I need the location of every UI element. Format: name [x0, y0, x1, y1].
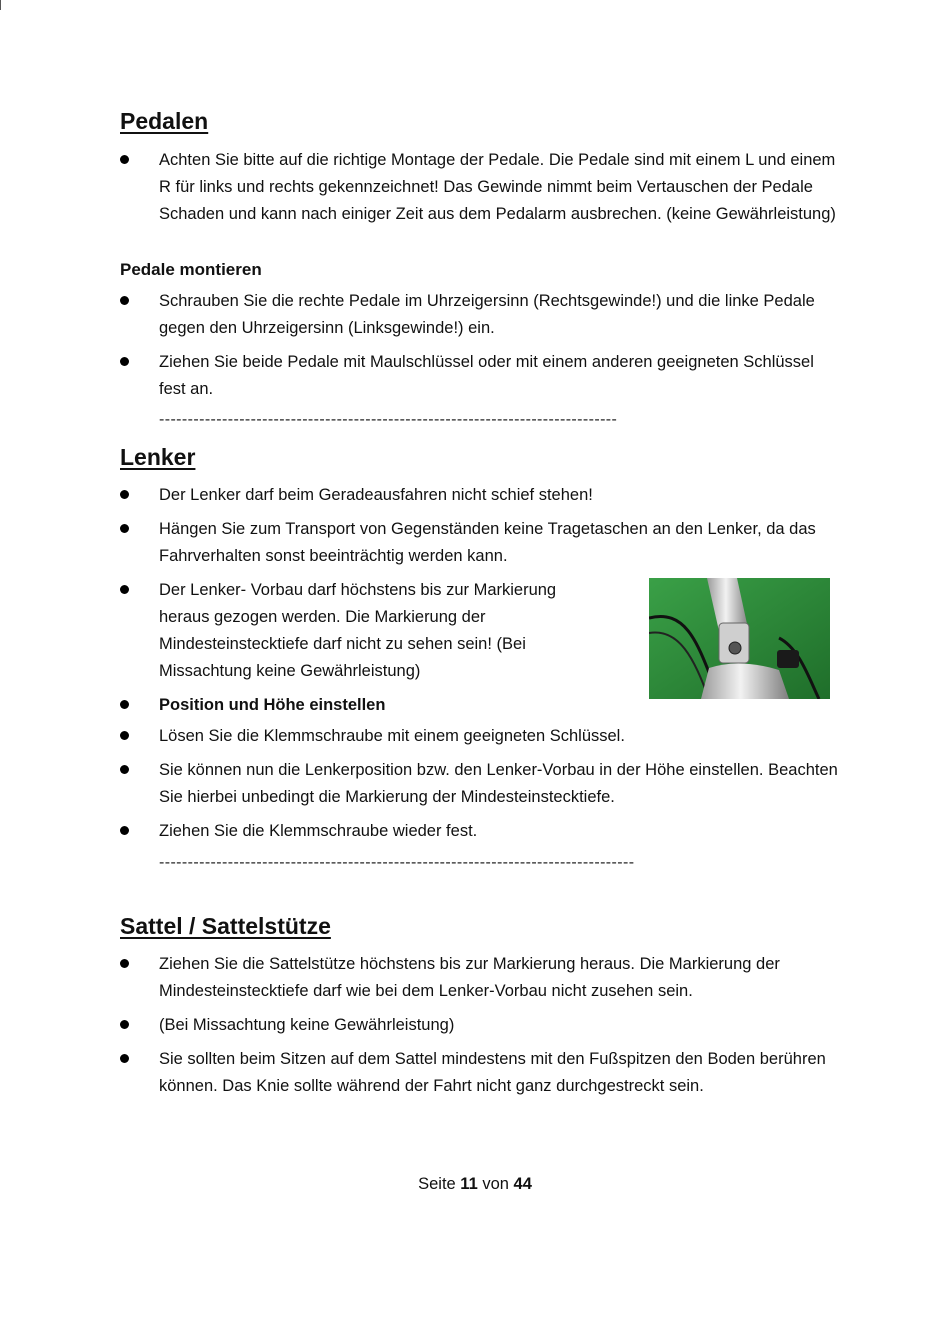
corner-mark: [0, 0, 1, 10]
bullet-icon: [120, 357, 129, 366]
list-item: [120, 288, 840, 342]
list-item: [120, 757, 840, 811]
bullet-icon: [120, 1054, 129, 1063]
bullet-icon: [120, 524, 129, 533]
list-item-text: Position und Höhe einstellen: [159, 696, 386, 714]
list-item-text: Der Lenker- Vorbau darf höchstens bis zur Markierung heraus gezogen werden. Die Markierung der Mindesteinstecktiefe darf nicht zu sehen sein! (Bei Missachtung keine Gewährleistung): [159, 581, 557, 680]
list-item: [120, 147, 840, 228]
list-item-text: Ziehen Sie die Sattelstütze höchstens bis zur Markierung heraus. Die Markierung der Mindesteinstecktiefe darf wie bei dem Lenker-Vorbau nicht zusehen sein.: [159, 955, 780, 1000]
bullet-icon: [120, 490, 129, 499]
bullet-icon: [120, 296, 129, 305]
page-footer: [0, 1172, 950, 1196]
list-item: [120, 723, 840, 750]
footer-middle: von: [477, 1175, 514, 1193]
bullet-icon: [120, 826, 129, 835]
bullet-icon: [120, 731, 129, 740]
list-item: [120, 1046, 840, 1100]
list-item: [120, 516, 840, 570]
bullet-icon: [120, 155, 129, 164]
list-item-text: Achten Sie bitte auf die richtige Montage der Pedale. Die Pedale sind mit einem L und einem R für links und rechts gekennzeichnet! Das Gewinde nimmt beim Vertauschen der Pedale Schaden und kann nach einiger Zeit aus dem Pedalarm ausbrechen. (keine Gewährleistung): [159, 151, 836, 223]
separator-line: --------------------------------------------------------------------------------: [159, 411, 618, 428]
bullet-icon: [120, 1020, 129, 1029]
list-item-text: Sie können nun die Lenkerposition bzw. den Lenker-Vorbau in der Höhe einstellen. Beachten Sie hierbei unbedingt die Markierung der Mindesteinstecktiefe.: [159, 761, 838, 806]
list-item: [120, 1012, 840, 1039]
list-item: [120, 951, 840, 1005]
list-item: [120, 692, 840, 719]
list-item-text: (Bei Missachtung keine Gewährleistung): [159, 1016, 455, 1034]
list-item: [120, 577, 590, 685]
heading-sattel: Sattel / Sattelstütze: [120, 913, 331, 939]
list-item-text: Ziehen Sie beide Pedale mit Maulschlüssel oder mit einem anderen geeigneten Schlüssel fest an.: [159, 353, 814, 398]
footer-current-page: 11: [460, 1175, 478, 1193]
footer-total-pages: 44: [513, 1175, 532, 1193]
bullet-icon: [120, 700, 129, 709]
list-item: [120, 482, 840, 509]
list-item-text: Der Lenker darf beim Geradeausfahren nicht schief stehen!: [159, 486, 593, 504]
list-item-text: Sie sollten beim Sitzen auf dem Sattel mindestens mit den Fußspitzen den Boden berühren können. Das Knie sollte während der Fahrt nicht ganz durchgestreckt sein.: [159, 1050, 826, 1095]
list-item: [120, 818, 840, 845]
heading-lenker: Lenker: [120, 444, 196, 470]
list-item: [120, 349, 840, 403]
heading-pedalen: Pedalen: [120, 108, 209, 134]
footer-prefix: Seite: [418, 1175, 461, 1193]
bullet-icon: [120, 959, 129, 968]
handlebar-stem-photo: [649, 578, 830, 699]
separator-line: -----------------------------------------------------------------------------------: [159, 854, 635, 871]
list-item-text: Schrauben Sie die rechte Pedale im Uhrzeigersinn (Rechtsgewinde!) und die linke Pedale gegen den Uhrzeigersinn (Linksgewinde!) ein.: [159, 292, 815, 337]
list-item-text: Ziehen Sie die Klemmschraube wieder fest.: [159, 822, 478, 840]
list-item-text: Hängen Sie zum Transport von Gegenständen keine Tragetaschen an den Lenker, da das Fahrverhalten sonst beeinträchtig werden kann.: [159, 520, 816, 565]
bullet-icon: [120, 585, 129, 594]
handlebar-stem-icon: [649, 578, 830, 699]
list-item-text: Lösen Sie die Klemmschraube mit einem geeigneten Schlüssel.: [159, 727, 625, 745]
subheading-pedale-montieren: Pedale montieren: [120, 260, 262, 279]
bullet-icon: [120, 765, 129, 774]
